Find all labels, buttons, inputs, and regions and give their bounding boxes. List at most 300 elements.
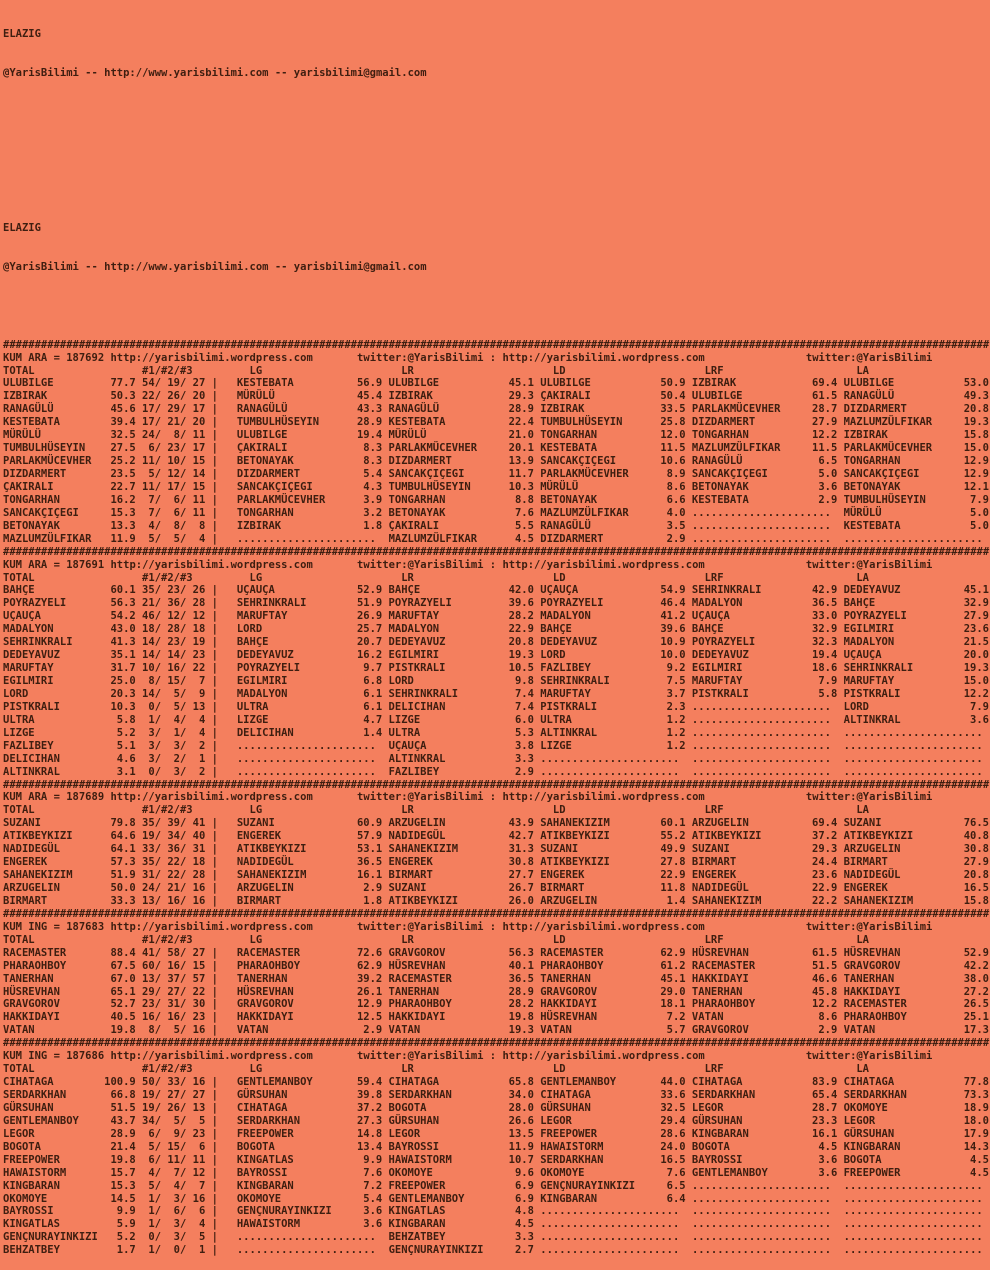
lrf-empty: ......................	[691, 765, 832, 778]
table-row	[3, 843, 990, 856]
total-value: 67.5	[110, 959, 136, 972]
col-header-total: TOTAL	[3, 571, 35, 584]
la-empty: ......................	[843, 1192, 983, 1205]
lr-value: 20.1	[508, 442, 534, 455]
column-separator: |	[205, 480, 218, 493]
table-row	[3, 947, 990, 960]
horse-name: DEDEYAVUZ	[3, 649, 60, 662]
lrf-value: 42.9	[812, 584, 838, 597]
wordpress-url: http://yarisbilimi.wordpress.com	[110, 791, 313, 804]
lr-name: LIZGE	[388, 713, 421, 726]
ld-name: SEHRINKRALI	[540, 675, 610, 688]
separator-hashes: ############################################################################################################################################################	[3, 778, 990, 791]
finish-stats: 22/ 26/ 20	[135, 390, 206, 403]
lrf-value: 22.2	[812, 894, 838, 907]
total-value: 50.0	[110, 882, 136, 895]
lrf-name: KESTEBATA	[691, 493, 749, 506]
lg-value: 13.4	[356, 1140, 383, 1153]
separator-line	[3, 339, 990, 352]
ld-value: 12.0	[660, 429, 686, 442]
ld-name: TANERHAN	[540, 972, 591, 985]
ld-value: 2.3	[666, 700, 686, 713]
lg-name: TONGARHAN	[236, 506, 294, 519]
total-value: 45.6	[110, 403, 136, 416]
lg-name: RANAGÜLÜ	[236, 403, 288, 416]
lr-name: TANERHAN	[388, 985, 440, 998]
column-separator: |	[205, 1244, 218, 1257]
lg-value: 59.4	[356, 1076, 383, 1089]
ld-name: MÜRÜLÜ	[540, 480, 579, 493]
lg-name: SUZANI	[236, 817, 275, 830]
la-value: 20.8	[963, 403, 989, 416]
lr-name: ARZUGELIN	[388, 817, 446, 830]
ld-value: 27.8	[660, 856, 686, 869]
lr-value: 34.0	[508, 1089, 534, 1102]
finish-stats: 23/ 31/ 30	[135, 998, 206, 1011]
table-row	[3, 817, 990, 830]
lr-value: 3.3	[514, 752, 534, 765]
lr-value: 11.9	[508, 1140, 534, 1153]
ld-name: SUZANI	[540, 843, 579, 856]
spacer	[313, 1050, 357, 1063]
la-value: 12.2	[963, 687, 989, 700]
table-row	[3, 830, 990, 843]
column-separator: |	[205, 687, 218, 700]
lr-value: 2.9	[514, 765, 534, 778]
total-value: 16.2	[110, 493, 136, 506]
la-value: 18.9	[963, 1101, 989, 1114]
wordpress-url: http://yarisbilimi.wordpress.com	[502, 558, 705, 571]
total-value: 9.9	[116, 1205, 136, 1218]
lg-name: MÜRÜLÜ	[236, 390, 275, 403]
lr-value: 27.7	[508, 869, 534, 882]
total-value: 64.1	[110, 843, 136, 856]
table-row	[3, 1115, 990, 1128]
lr-value: 30.8	[508, 856, 534, 869]
lr-value: 29.3	[508, 390, 534, 403]
la-name: PARLAKMÜCEVHER	[843, 442, 933, 455]
lg-name: TUMBULHÜSEYIN	[236, 416, 320, 429]
col-header-total: TOTAL	[3, 364, 35, 377]
ld-empty: ......................	[540, 1244, 680, 1257]
blank-line	[3, 300, 990, 313]
horse-name: HÜSREVHAN	[3, 985, 60, 998]
ld-value: 45.1	[660, 972, 686, 985]
lr-value: 28.0	[508, 1101, 534, 1114]
table-row	[3, 481, 990, 494]
ld-value: 3.7	[666, 687, 686, 700]
ld-empty: ......................	[540, 1205, 680, 1218]
column-separator: |	[205, 636, 218, 649]
lr-value: 40.1	[508, 959, 534, 972]
lrf-value: 2.9	[818, 1024, 838, 1037]
lg-name: HAKKIDAYI	[236, 1011, 294, 1024]
la-name: TUMBULHÜSEYIN	[843, 493, 926, 506]
lg-name: GENTLEMANBOY	[236, 1076, 313, 1089]
lrf-value: 28.7	[812, 1101, 838, 1114]
lr-value: 26.0	[508, 894, 534, 907]
ld-value: 50.4	[660, 390, 686, 403]
column-separator: |	[205, 1011, 218, 1024]
horse-name: CIHATAGA	[3, 1076, 54, 1089]
lr-value: 42.0	[508, 584, 534, 597]
lr-name: SAHANEKIZIM	[388, 843, 459, 856]
la-name: ARZUGELIN	[843, 843, 901, 856]
total-value: 35.1	[110, 649, 136, 662]
lrf-name: ENGEREK	[691, 869, 737, 882]
ld-name: MARUFTAY	[540, 687, 591, 700]
la-name: EGILMIRI	[843, 623, 895, 636]
table-header-row	[3, 1063, 990, 1076]
lrf-empty: ......................	[691, 1192, 831, 1205]
table-row	[3, 1011, 990, 1024]
horse-name: RANAGÜLÜ	[3, 403, 54, 416]
table-row	[3, 1141, 990, 1154]
table-row	[3, 1102, 990, 1115]
lrf-name: SANCAKÇIÇEGI	[691, 468, 768, 481]
twitter-handle: twitter:@YarisBilimi	[805, 920, 933, 933]
finish-stats: 46/ 12/ 12	[135, 610, 206, 623]
separator-line	[3, 546, 990, 559]
lr-value: 4.5	[514, 1218, 534, 1231]
table-id: KUM ING = 187686	[3, 1050, 105, 1063]
table-id: KUM ING = 187683	[3, 920, 105, 933]
ld-name: DEDEYAVUZ	[540, 636, 598, 649]
la-name: ULUBILGE	[843, 377, 895, 390]
lrf-name: BAYROSSI	[691, 1153, 743, 1166]
finish-stats: 24/ 8/ 11	[135, 429, 206, 442]
finish-stats: 4/ 8/ 8	[135, 519, 206, 532]
la-empty: ......................	[843, 1244, 983, 1257]
col-header-total: TOTAL	[3, 804, 35, 817]
lr-name: RACEMASTER	[388, 972, 452, 985]
lg-name: BIRMART	[236, 894, 282, 907]
lr-value: 36.5	[508, 972, 534, 985]
table-row	[3, 740, 990, 753]
lg-value: 5.4	[363, 1192, 383, 1205]
lg-name: PARLAKMÜCEVHER	[236, 493, 326, 506]
lr-name: BETONAYAK	[388, 506, 446, 519]
lg-value: 12.5	[356, 1011, 383, 1024]
ld-value: 41.2	[660, 610, 686, 623]
lr-value: 9.6	[514, 1166, 534, 1179]
la-value: 12.9	[963, 455, 989, 468]
lg-name: FREEPOWER	[236, 1127, 294, 1140]
lr-value: 9.8	[514, 675, 534, 688]
total-value: 51.5	[110, 1101, 136, 1114]
lr-name: KINGBARAN	[388, 1218, 446, 1231]
horse-name: KESTEBATA	[3, 416, 60, 429]
horse-name: ULTRA	[3, 713, 35, 726]
lr-value: 26.6	[508, 1114, 534, 1127]
finish-stats: 1/ 6/ 6	[135, 1205, 206, 1218]
wordpress-url: http://yarisbilimi.wordpress.com	[502, 791, 705, 804]
lg-empty: ......................	[236, 532, 376, 545]
la-value: 20.8	[963, 869, 989, 882]
lg-name: VATAN	[236, 1024, 269, 1037]
total-value: 54.2	[110, 610, 136, 623]
lg-name: UÇAUÇA	[236, 584, 275, 597]
lr-value: 19.3	[508, 649, 534, 662]
lg-name: SEHRINKRALI	[236, 597, 307, 610]
total-value: 15.3	[110, 506, 136, 519]
la-value: 49.3	[963, 390, 989, 403]
column-separator: |	[205, 700, 218, 713]
table-row	[3, 1244, 990, 1257]
la-value: 18.0	[963, 1114, 989, 1127]
lr-name: UÇAUÇA	[388, 739, 427, 752]
col-header-lrf: LRF	[691, 933, 724, 946]
lg-value: 9.7	[363, 662, 383, 675]
wordpress-url: http://yarisbilimi.wordpress.com	[110, 351, 313, 364]
lr-value: 39.6	[508, 597, 534, 610]
la-empty: ......................	[843, 1218, 983, 1231]
column-separator: |	[205, 1192, 218, 1205]
finish-stats: 8/ 15/ 7	[135, 675, 206, 688]
lg-name: ULUBILGE	[236, 429, 288, 442]
wordpress-url: http://yarisbilimi.wordpress.com	[502, 1050, 705, 1063]
col-header-la: LA	[843, 933, 869, 946]
twitter-handle: twitter:@YarisBilimi	[357, 791, 484, 804]
lrf-value: 2.9	[818, 493, 838, 506]
lg-name: DELICIHAN	[236, 726, 294, 739]
lrf-empty: ......................	[691, 1205, 832, 1218]
table-id: KUM ARA = 187691	[3, 558, 105, 571]
lg-value: 39.8	[356, 1089, 383, 1102]
la-value: 17.3	[963, 1024, 989, 1037]
horse-name: SAHANEKIZIM	[3, 869, 73, 882]
ld-name: SERDARKHAN	[540, 1153, 604, 1166]
lg-name: BOGOTA	[236, 1140, 275, 1153]
column-separator: |	[205, 985, 218, 998]
lr-value: 6.9	[514, 1179, 534, 1192]
table-row	[3, 960, 990, 973]
ld-value: 10.6	[660, 455, 686, 468]
lrf-name: DEDEYAVUZ	[691, 649, 749, 662]
la-empty: ......................	[843, 752, 983, 765]
twitter-handle: twitter:@YarisBilimi	[357, 558, 484, 571]
horse-name: OKOMOYE	[3, 1192, 48, 1205]
lrf-name: HAKKIDAYI	[691, 972, 749, 985]
lrf-empty: ......................	[691, 1231, 832, 1244]
horse-name: SUZANI	[3, 817, 41, 830]
lg-value: 43.3	[356, 403, 383, 416]
lrf-value: 61.5	[812, 390, 838, 403]
lr-name: TONGARHAN	[388, 493, 446, 506]
finish-stats: 14/ 5/ 9	[135, 687, 206, 700]
lr-name: LEGOR	[388, 1127, 421, 1140]
lrf-value: 7.9	[818, 675, 838, 688]
lg-name: OKOMOYE	[236, 1192, 282, 1205]
la-value: 19.3	[963, 662, 989, 675]
total-value: 11.9	[110, 532, 136, 545]
lr-value: 8.8	[514, 493, 534, 506]
total-value: 4.6	[116, 752, 136, 765]
lr-name: SEHRINKRALI	[388, 687, 459, 700]
separator-line	[3, 779, 990, 792]
ld-name: KINGBARAN	[540, 1192, 598, 1205]
lg-value: 3.9	[363, 493, 383, 506]
la-name: HÜSREVHAN	[843, 946, 901, 959]
ld-value: 24.0	[660, 1140, 686, 1153]
lrf-value: 23.3	[812, 1114, 838, 1127]
table-row	[3, 1180, 990, 1193]
ld-value: 8.6	[666, 480, 686, 493]
lrf-name: ATIKBEYKIZI	[691, 830, 762, 843]
lg-value: 3.2	[363, 506, 383, 519]
ld-name: PISTKRALI	[540, 700, 598, 713]
finish-stats: 13/ 37/ 57	[135, 972, 206, 985]
la-name: GRAVGOROV	[843, 959, 901, 972]
column-separator: |	[205, 765, 218, 778]
ld-name: FAZLIBEY	[540, 662, 591, 675]
la-value: 17.9	[963, 1127, 989, 1140]
lrf-empty: ......................	[691, 752, 832, 765]
lg-value: 7.2	[363, 1179, 383, 1192]
contact-line: @YarisBilimi -- http://www.yarisbilimi.com -- yarisbilimi@gmail.com	[3, 66, 427, 79]
la-value: 4.5	[970, 1166, 989, 1179]
ld-value: 10.9	[660, 636, 686, 649]
ld-value: 33.5	[660, 403, 686, 416]
table-row	[3, 753, 990, 766]
lg-name: PHARAOHBOY	[236, 959, 301, 972]
lg-value: 6.1	[363, 687, 383, 700]
col-header-lg: LG	[236, 364, 263, 377]
lg-name: EGILMIRI	[236, 675, 288, 688]
la-value: 15.0	[963, 675, 989, 688]
ld-name: ÇAKIRALI	[540, 390, 591, 403]
lr-name: GENÇNURAYINKIZI	[388, 1244, 484, 1257]
lg-name: BAHÇE	[236, 636, 269, 649]
horse-name: BIRMART	[3, 894, 48, 907]
lg-value: 39.2	[356, 972, 383, 985]
finish-stats: 6/ 11/ 11	[135, 1153, 206, 1166]
lg-empty: ......................	[236, 1244, 376, 1257]
table-row	[3, 520, 990, 533]
ld-name: HÜSREVHAN	[540, 1011, 598, 1024]
lg-value: 6.8	[363, 675, 383, 688]
lg-name: POYRAZYELI	[236, 662, 301, 675]
lrf-name: GRAVGOROV	[691, 1024, 749, 1037]
lg-name: KINGATLAS	[236, 1153, 294, 1166]
la-value: 25.1	[963, 1011, 989, 1024]
twitter-handle: twitter:@YarisBilimi	[357, 920, 484, 933]
horse-name: NADIDEGÜL	[3, 843, 60, 856]
horse-name: BETONAYAK	[3, 519, 60, 532]
horse-name: GENÇNURAYINKIZI	[3, 1231, 98, 1244]
total-value: 56.3	[110, 597, 136, 610]
finish-stats: 14/ 23/ 19	[135, 636, 206, 649]
lrf-value: 45.8	[812, 985, 838, 998]
lrf-value: 24.4	[812, 856, 838, 869]
lg-value: 5.4	[363, 468, 383, 481]
horse-name: GENTLEMANBOY	[3, 1114, 79, 1127]
col-header-lg: LG	[236, 1063, 263, 1076]
la-value: 52.9	[963, 946, 989, 959]
horse-name: SEHRINKRALI	[3, 636, 73, 649]
lrf-value: 32.3	[812, 636, 838, 649]
lr-name: BOGOTA	[388, 1101, 427, 1114]
la-name: SEHRINKRALI	[843, 662, 914, 675]
lr-value: 6.9	[514, 1192, 534, 1205]
lrf-value: 61.5	[812, 946, 838, 959]
lrf-name: TANERHAN	[691, 985, 743, 998]
lrf-value: 8.6	[818, 1011, 838, 1024]
col-header-stats: #1/#2/#3	[135, 933, 193, 946]
lr-name: FREEPOWER	[388, 1179, 446, 1192]
lg-value: 57.9	[356, 830, 383, 843]
la-value: 5.0	[970, 519, 989, 532]
ld-name: ULTRA	[540, 713, 572, 726]
finish-stats: 54/ 19/ 27	[135, 377, 206, 390]
col-header-ld: LD	[540, 364, 566, 377]
lg-name: DIZDARMERT	[236, 468, 301, 481]
table-row	[3, 688, 990, 701]
table-row	[3, 1167, 990, 1180]
column-separator: |	[205, 493, 218, 506]
table-row	[3, 390, 990, 403]
lr-value: 43.9	[508, 817, 534, 830]
lr-name: KINGATLAS	[388, 1205, 446, 1218]
ld-value: 62.9	[660, 946, 686, 959]
table-row	[3, 442, 990, 455]
ld-value: 7.6	[666, 1166, 686, 1179]
la-value: 40.8	[963, 830, 989, 843]
lrf-name: SAHANEKIZIM	[691, 894, 762, 907]
lrf-name: BIRMART	[691, 856, 737, 869]
ld-name: SANCAKÇIÇEGI	[540, 455, 617, 468]
ld-name: POYRAZYELI	[540, 597, 604, 610]
lrf-value: 11.5	[812, 442, 838, 455]
lrf-value: 3.6	[818, 1166, 838, 1179]
finish-stats: 16/ 16/ 23	[135, 1011, 206, 1024]
ld-value: 1.2	[666, 713, 686, 726]
lg-name: NADIDEGÜL	[236, 856, 294, 869]
lr-value: 7.4	[514, 700, 534, 713]
finish-stats: 5/ 5/ 4	[135, 532, 206, 545]
column-separator: |	[205, 882, 218, 895]
lr-name: GRAVGOROV	[388, 946, 446, 959]
ld-name: LEGOR	[540, 1114, 572, 1127]
horse-name: GRAVGOROV	[3, 998, 60, 1011]
la-value: 53.0	[963, 377, 989, 390]
column-separator: |	[205, 1153, 218, 1166]
lrf-name: NADIDEGÜL	[691, 882, 749, 895]
column-separator: |	[205, 1231, 218, 1244]
la-name: PISTKRALI	[843, 687, 901, 700]
lr-value: 28.9	[508, 985, 534, 998]
lg-name: LIZGE	[236, 713, 269, 726]
total-value: 66.8	[110, 1089, 136, 1102]
lr-value: 3.3	[514, 1231, 534, 1244]
la-name: RACEMASTER	[843, 998, 907, 1011]
lg-name: ÇAKIRALI	[236, 442, 288, 455]
table-row	[3, 416, 990, 429]
lg-name: ULTRA	[236, 700, 269, 713]
column-separator: |	[205, 649, 218, 662]
lrf-value: 4.5	[818, 1140, 838, 1153]
table-title-line	[3, 352, 990, 365]
lrf-value: 29.3	[812, 843, 838, 856]
lr-value: 42.7	[508, 830, 534, 843]
lg-value: 1.8	[363, 894, 383, 907]
ld-value: 1.2	[666, 726, 686, 739]
table-row	[3, 649, 990, 662]
lrf-value: 5.8	[818, 687, 838, 700]
col-header-lrf: LRF	[691, 1063, 724, 1076]
ld-value: 61.2	[660, 959, 686, 972]
lg-name: SAHANEKIZIM	[236, 869, 307, 882]
